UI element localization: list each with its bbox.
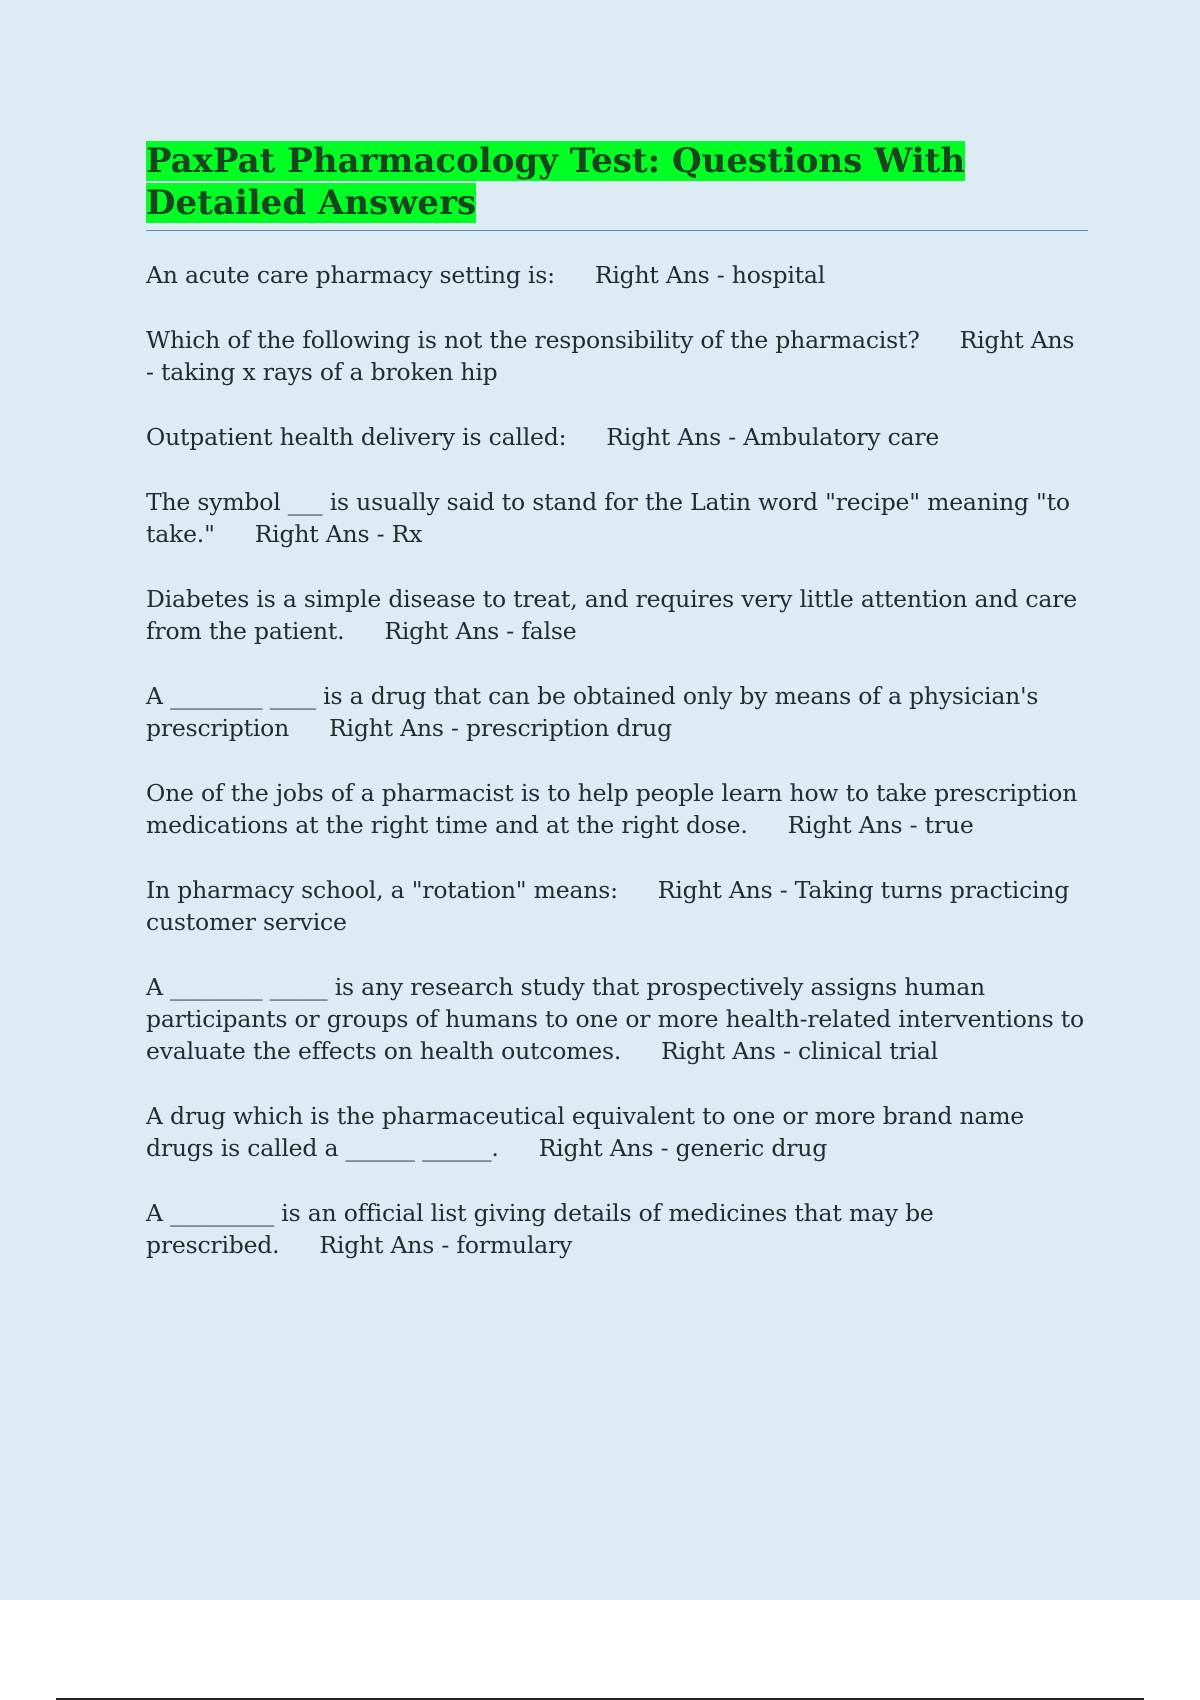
answer-text: Right Ans - Rx — [254, 520, 423, 548]
answer-text: Right Ans - taking x rays of a broken hip — [146, 326, 1075, 386]
qa-item — [146, 324, 1088, 388]
answer-text: Right Ans - clinical trial — [661, 1037, 938, 1065]
question-text: A drug which is the pharmaceutical equivalent to one or more brand name drugs is called a ______ ______. — [146, 1102, 1024, 1162]
answer-text: Right Ans - generic drug — [538, 1134, 828, 1162]
answer-text: Right Ans - hospital — [594, 261, 826, 289]
qa-item — [146, 1100, 1088, 1164]
title-block — [146, 140, 1088, 231]
document-title — [146, 140, 1088, 224]
answer-text: Right Ans - true — [787, 811, 974, 839]
question-text: One of the jobs of a pharmacist is to help people learn how to take prescription medications at the right time and at the right dose. — [146, 779, 1078, 839]
document-content — [146, 140, 1088, 1294]
answer-text: Right Ans - Taking turns practicing customer service — [146, 876, 1070, 936]
qa-item — [146, 421, 1088, 453]
answer-text: Right Ans - prescription drug — [329, 714, 672, 742]
question-text: In pharmacy school, a "rotation" means: — [146, 876, 618, 904]
qa-item — [146, 583, 1088, 647]
question-text: The symbol ___ is usually said to stand for the Latin word "recipe" meaning "to take." — [146, 488, 1070, 548]
question-text: Outpatient health delivery is called: — [146, 423, 567, 451]
document-title-text: PaxPat Pharmacology Test: Questions With Detailed Answers — [146, 141, 966, 223]
question-text: Diabetes is a simple disease to treat, and requires very little attention and care from the patient. — [146, 585, 1077, 645]
question-text: A _________ is an official list giving details of medicines that may be prescribed. — [146, 1199, 934, 1259]
question-text: A ________ _____ is any research study that prospectively assigns human participants or groups of humans to one or more health-related interventions to evaluate the effects on health outcomes. — [146, 973, 1084, 1065]
qa-item — [146, 680, 1088, 744]
answer-text: Right Ans - formulary — [319, 1231, 573, 1259]
qa-item — [146, 971, 1088, 1067]
qa-item — [146, 486, 1088, 550]
qa-item — [146, 1197, 1088, 1261]
qa-list — [146, 259, 1088, 1261]
qa-item — [146, 777, 1088, 841]
qa-item — [146, 874, 1088, 938]
question-text: An acute care pharmacy setting is: — [146, 261, 555, 289]
answer-text: Right Ans - Ambulatory care — [606, 423, 940, 451]
answer-text: Right Ans - false — [384, 617, 577, 645]
qa-item — [146, 259, 1088, 291]
question-text: A ________ ____ is a drug that can be obtained only by means of a physician's prescription — [146, 682, 1039, 742]
question-text: Which of the following is not the responsibility of the pharmacist? — [146, 326, 920, 354]
